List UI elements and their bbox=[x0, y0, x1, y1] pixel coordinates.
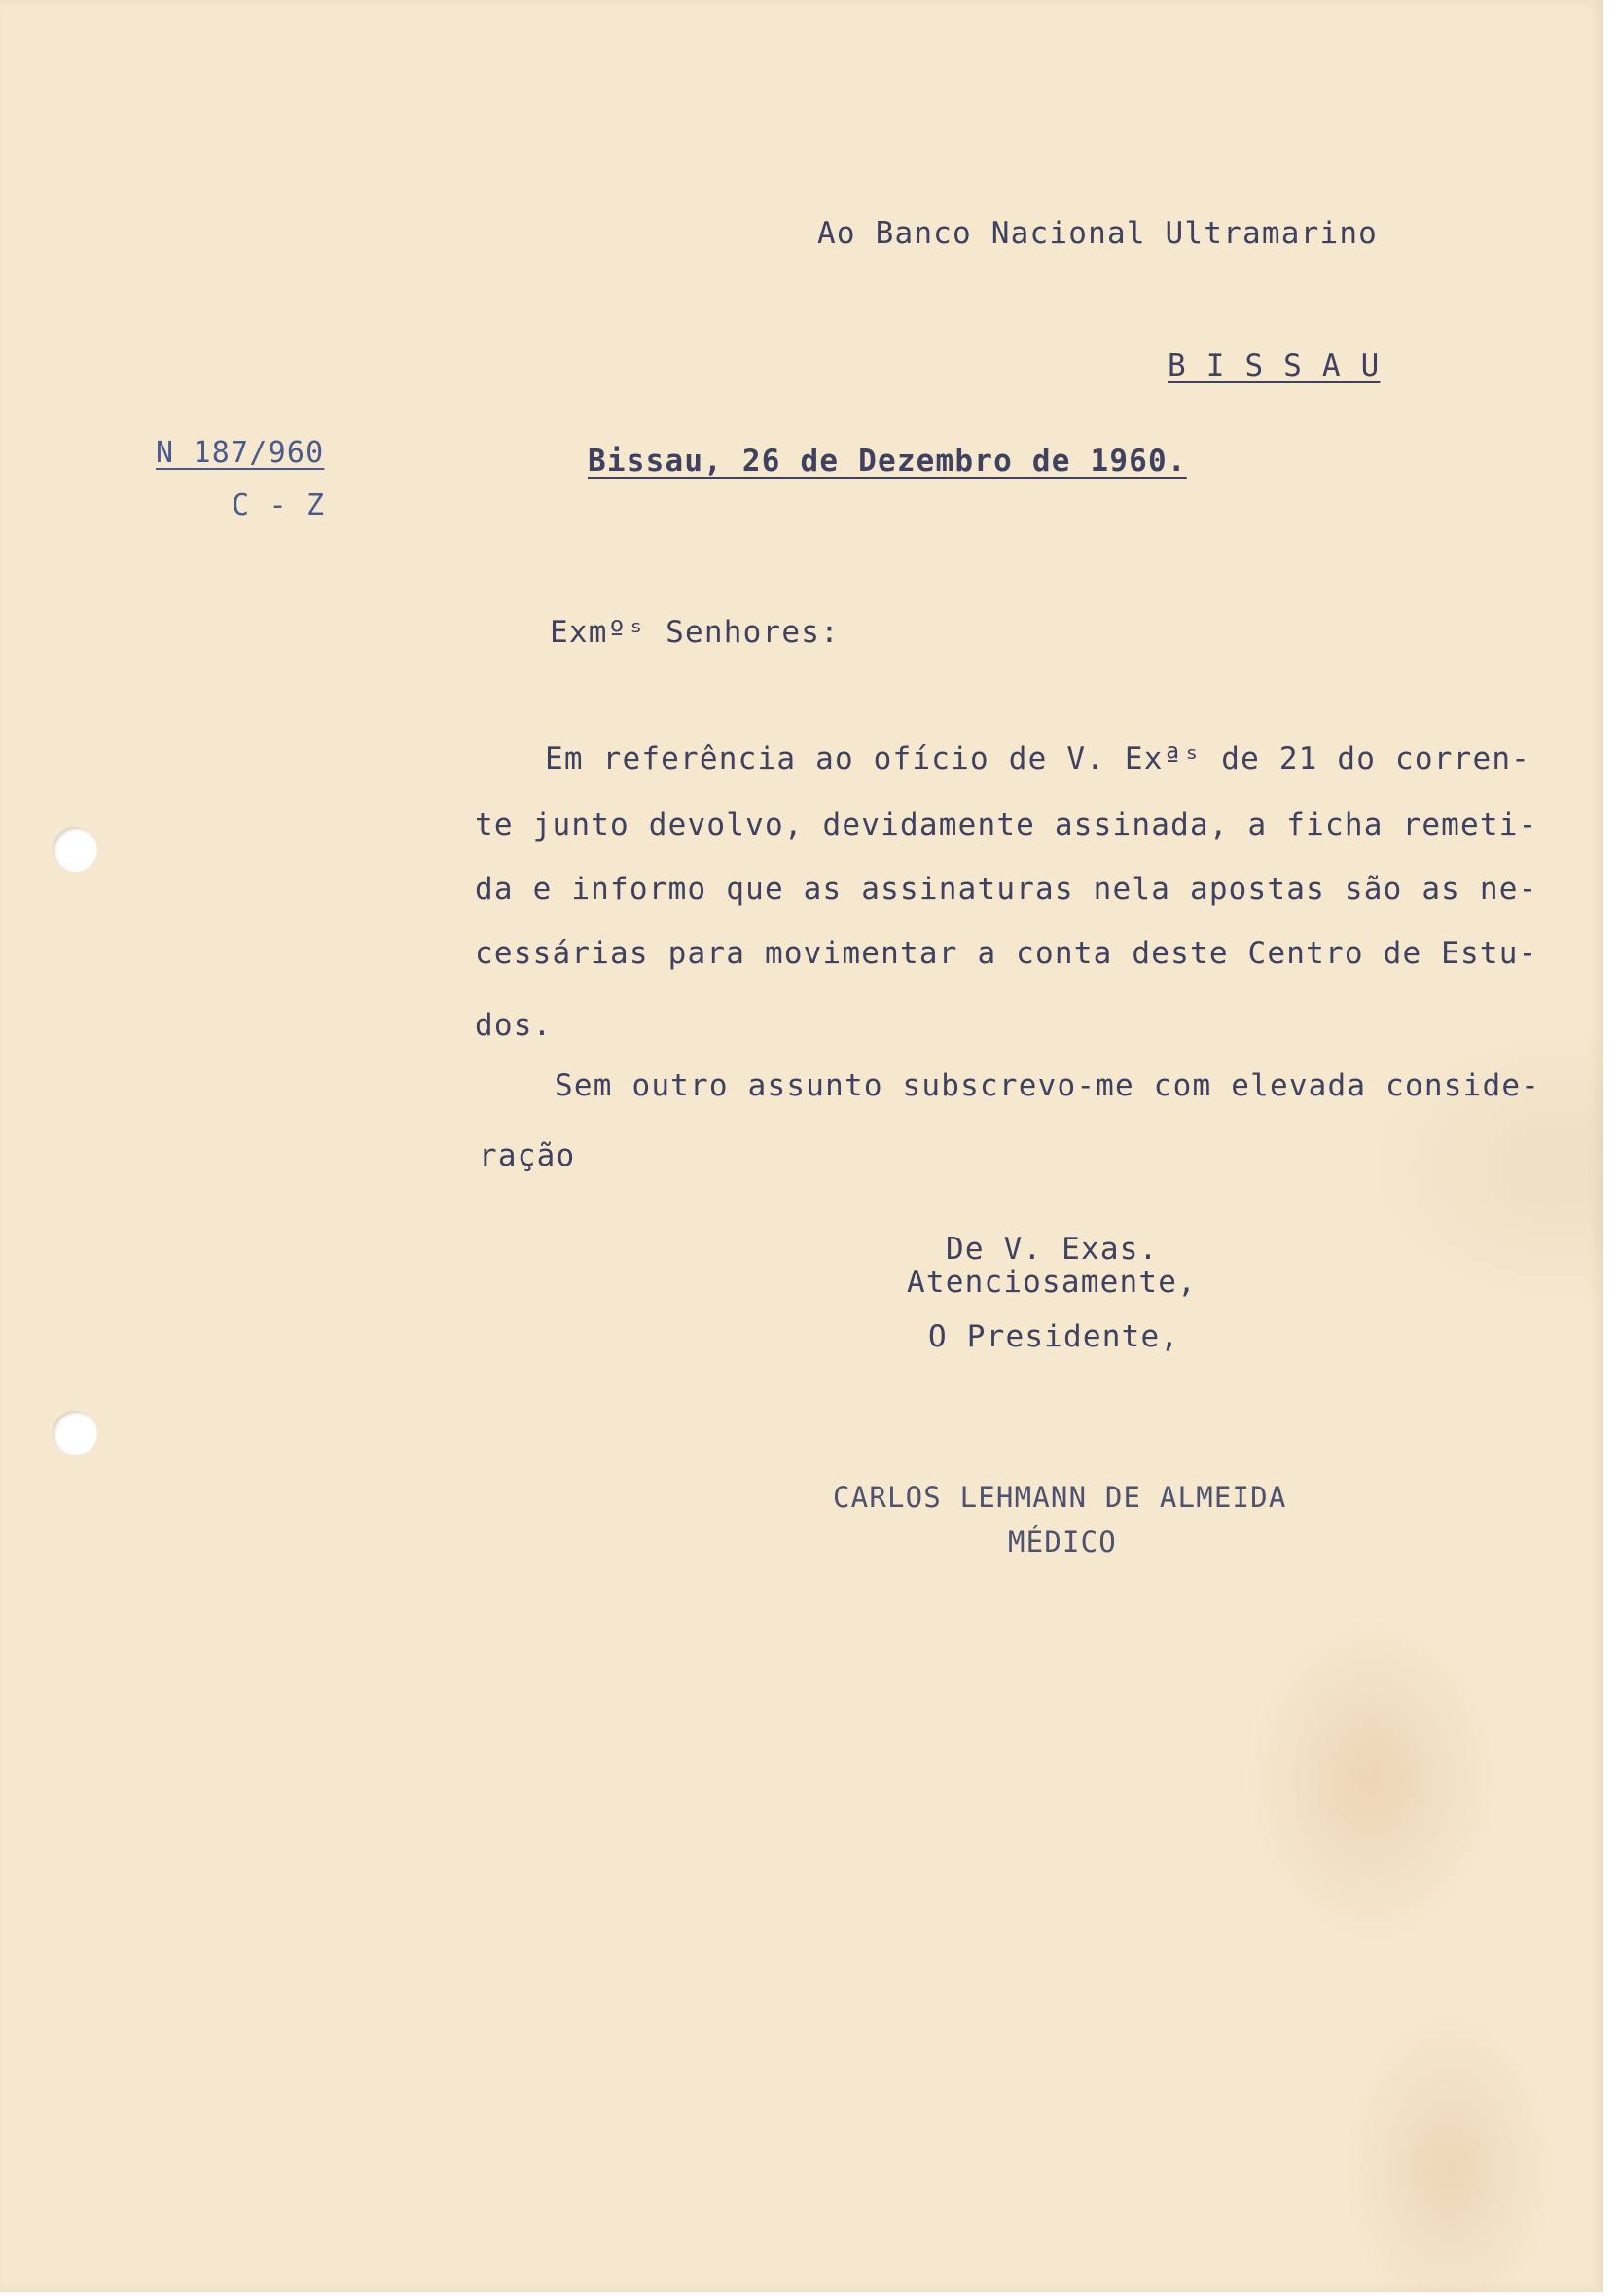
body-line: cessárias para movimentar a conta deste Centro de Estu- bbox=[475, 936, 1538, 971]
punch-hole bbox=[53, 1411, 97, 1455]
recipient-city: B I S S A U bbox=[1168, 348, 1381, 383]
punch-hole bbox=[53, 827, 97, 872]
recipient: Ao Banco Nacional Ultramarino bbox=[817, 216, 1379, 251]
body-line: dos. bbox=[475, 1008, 553, 1043]
body-line: da e informo que as assinaturas nela apostas são as ne- bbox=[475, 872, 1538, 907]
closing-line: ração bbox=[479, 1138, 576, 1173]
signoff-line: Atenciosamente, bbox=[907, 1265, 1197, 1300]
closing-line: Sem outro assunto subscrevo-me com elevada conside- bbox=[555, 1068, 1541, 1103]
body-line: Em referência ao ofício de V. Exªˢ de 21 do corren- bbox=[545, 741, 1531, 776]
signoff-line: De V. Exas. bbox=[946, 1232, 1159, 1267]
body-line: te junto devolvo, devidamente assinada, a ficha remeti- bbox=[475, 807, 1538, 843]
signatory-title: MÉDICO bbox=[1008, 1525, 1117, 1559]
salutation: Exmºˢ Senhores: bbox=[550, 615, 840, 650]
date-line: Bissau, 26 de Dezembro de 1960. bbox=[588, 444, 1187, 479]
signoff-line: O Presidente, bbox=[928, 1319, 1180, 1354]
signatory-name: CARLOS LEHMANN DE ALMEIDA bbox=[833, 1481, 1287, 1514]
reference-number: N 187/960 bbox=[156, 436, 325, 470]
reference-code: C - Z bbox=[232, 488, 326, 522]
